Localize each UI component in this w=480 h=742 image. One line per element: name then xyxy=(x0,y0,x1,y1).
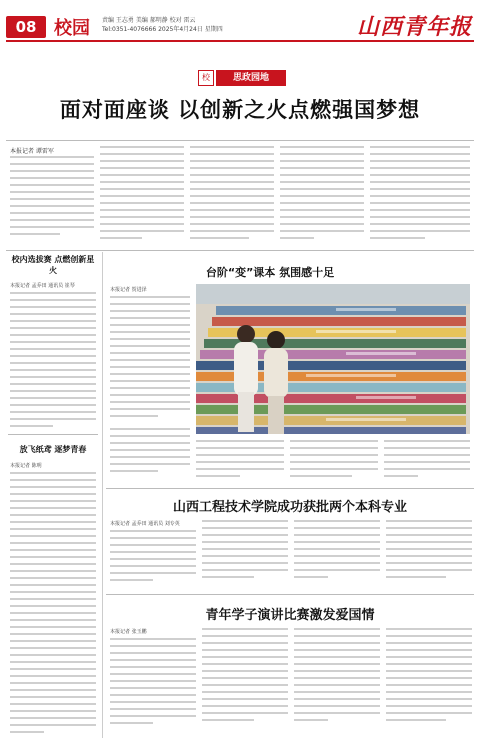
story4-body-col3 xyxy=(290,440,378,484)
section-name: 校园 xyxy=(54,18,90,39)
banner-label: 思政园地 xyxy=(216,70,286,86)
banner-icon: 校 xyxy=(198,70,214,86)
column-divider xyxy=(102,252,103,738)
story6-body-col4 xyxy=(386,628,472,734)
story4-byline: 本报记者 贺进泽 xyxy=(110,287,147,293)
story3-headline: 放飞纸鸢 逐梦青春 xyxy=(19,445,87,454)
lead-headline: 面对面座谈 以创新之火点燃强国梦想 xyxy=(59,98,421,122)
divider xyxy=(106,594,474,595)
story4-headline: 台阶“变”课本 氛围感十足 xyxy=(205,266,335,279)
page-number: 08 xyxy=(6,16,46,38)
divider xyxy=(6,140,474,141)
story6-body-col1 xyxy=(110,638,196,734)
masthead-meta xyxy=(102,16,223,34)
story5-body-col3 xyxy=(294,520,380,590)
lead-body-col1 xyxy=(10,156,94,246)
divider xyxy=(106,488,474,489)
column-banner xyxy=(198,70,288,86)
lead-body-col5 xyxy=(370,146,470,246)
story6-headline: 青年学子演讲比赛激发爱国情 xyxy=(205,608,375,623)
story2-byline: 本报记者 孟乔田 通讯员 崔琴 xyxy=(10,283,75,289)
header-rule xyxy=(6,40,474,42)
story4-body-col1 xyxy=(110,296,190,424)
story4-body-col1b xyxy=(110,428,190,484)
story3-byline: 本报记者 陈明 xyxy=(10,463,42,469)
lead-body-col3 xyxy=(190,146,274,246)
story6-body-col2 xyxy=(202,628,288,734)
story4-body-col2 xyxy=(196,440,284,484)
story6-body-col3 xyxy=(294,628,380,734)
stairs-photo-graphic xyxy=(196,284,470,434)
lead-byline: 本报记者 谭雷军 xyxy=(10,148,54,155)
masthead-contact-date: Tel:0351-4076666 2025年4月24日 星期四 xyxy=(102,26,223,33)
divider xyxy=(6,250,474,251)
page-header xyxy=(0,0,480,44)
story5-body-col1 xyxy=(110,530,196,590)
lead-body-col2 xyxy=(100,146,184,246)
story5-body-col4 xyxy=(386,520,472,590)
story5-byline: 本报记者 孟乔田 通讯员 刘专英 xyxy=(110,521,180,527)
lead-body-col4 xyxy=(280,146,364,246)
story5-body-col2 xyxy=(202,520,288,590)
story3-body xyxy=(10,472,96,736)
story2-body xyxy=(10,292,96,430)
masthead-editors: 责编 王志勇 美编 郝明静 校对 雷云 xyxy=(102,17,196,24)
story5-headline: 山西工程技术学院成功获批两个本科专业 xyxy=(172,500,407,515)
story4-body-col4 xyxy=(384,440,470,484)
campus-stairs-photo xyxy=(196,284,470,434)
divider xyxy=(8,434,98,435)
story6-byline: 本报记者 张玉鹏 xyxy=(110,629,147,635)
story2-headline: 校内选拔赛 点燃创新星火 xyxy=(11,255,95,275)
newspaper-logo: 山西青年报 xyxy=(356,14,472,40)
